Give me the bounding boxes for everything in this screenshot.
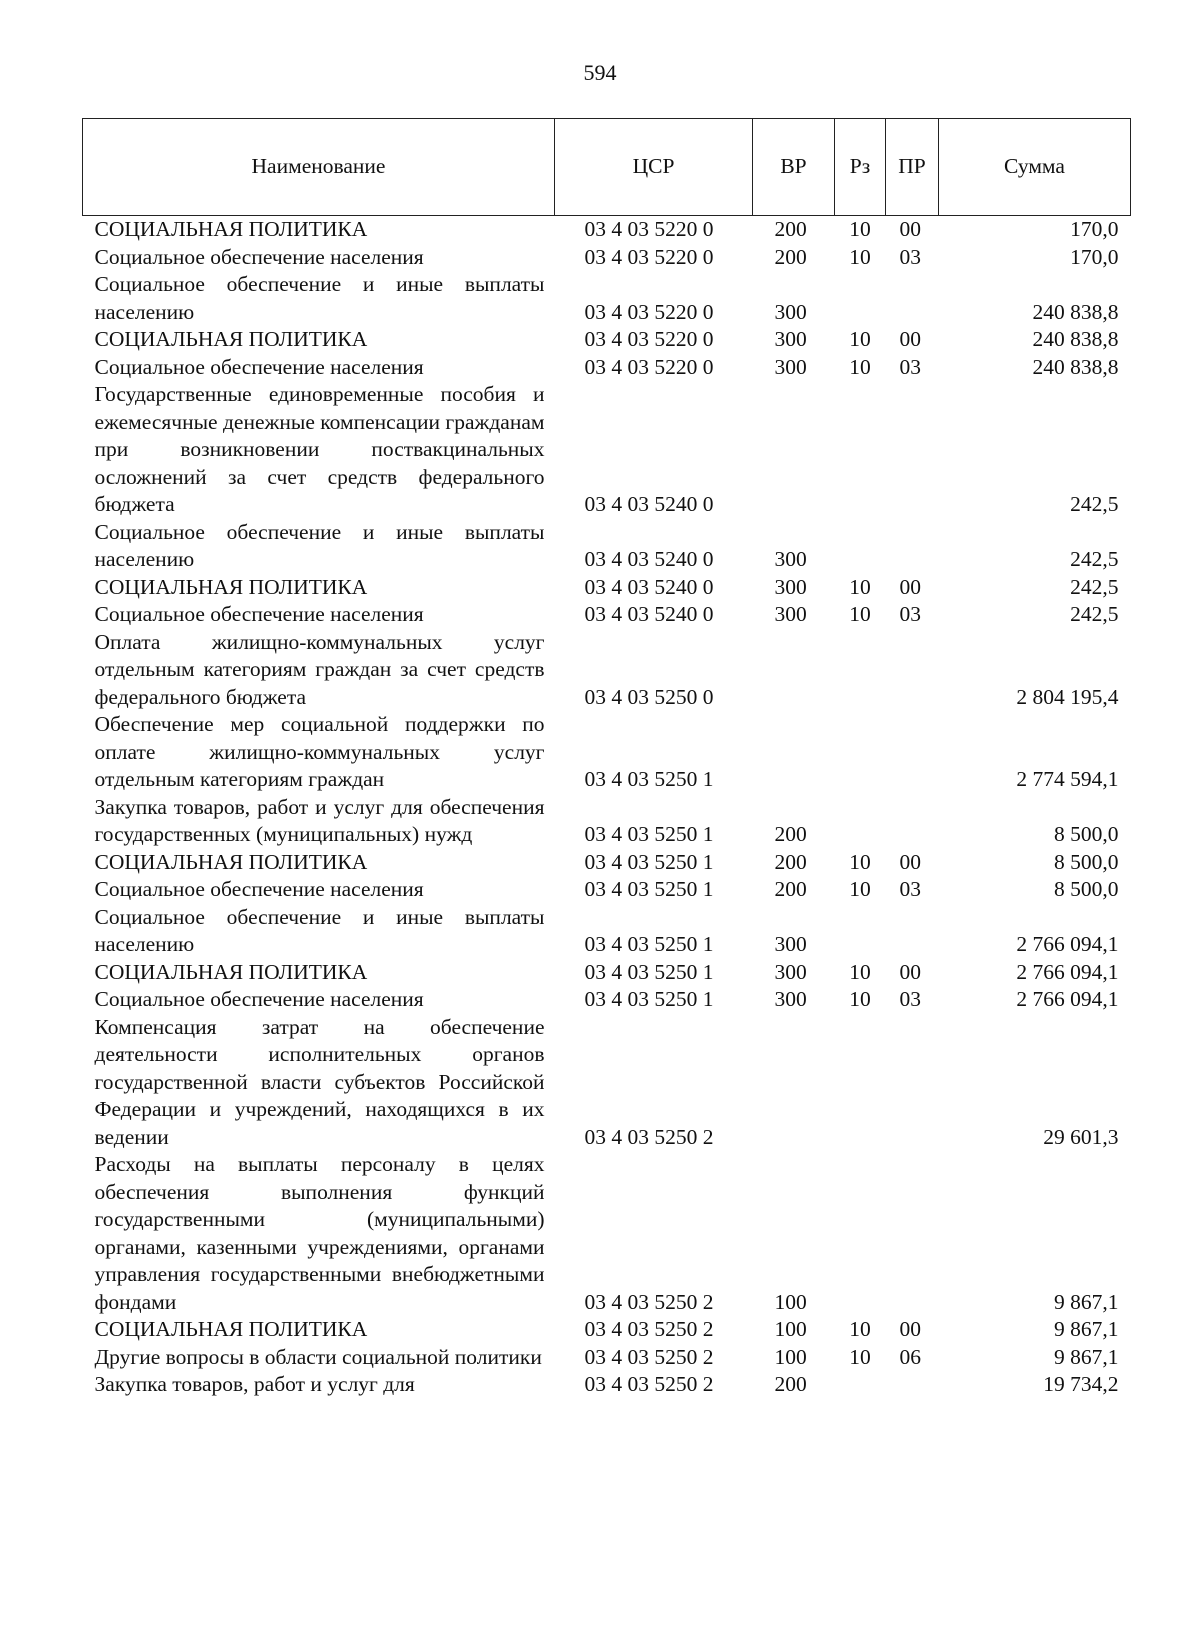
row-sum: 170,0 [1070, 217, 1119, 241]
row-sum: 240 838,8 [1032, 327, 1119, 351]
row-sum: 240 838,8 [1032, 354, 1119, 379]
page-number: 594 [583, 60, 617, 85]
table-row [83, 986, 1131, 1014]
row-name: СОЦИАЛЬНАЯ ПОЛИТИКА [94, 959, 368, 984]
table-row [83, 1316, 1131, 1344]
budget-table-container [82, 118, 1130, 1399]
row-csr: 03 4 03 5250 1 [584, 767, 714, 791]
row-vr: 200 [774, 217, 807, 241]
table-row [83, 876, 1131, 904]
row-csr: 03 4 03 5220 0 [584, 244, 714, 269]
row-rz [835, 1014, 886, 1152]
row-name: Оплата жилищно-коммунальных услуг отдельным категориям граждан за счет средств федерального бюджета [94, 629, 545, 709]
row-vr: 300 [774, 354, 807, 379]
header-sum: Сумма [939, 119, 1131, 216]
table-row [83, 1014, 1131, 1152]
row-sum: 8 500,0 [1054, 849, 1119, 874]
row-sum: 8 500,0 [1054, 877, 1119, 901]
header-name: Наименование [83, 119, 555, 216]
row-sum: 2 804 195,4 [1016, 684, 1119, 709]
row-sum: 242,5 [1070, 492, 1119, 516]
row-name: Расходы на выплаты персоналу в целях обеспечения выполнения функций государственными (муниципальными) органами, казенными учреждениями, органами управления государственными внебюджетными фондами [94, 1152, 545, 1314]
row-name: Государственные единовременные пособия и ежемесячные денежные компенсации гражданам при возникновении поствакцинальных осложнений за счет средств федерального бюджета [94, 382, 545, 516]
row-pr: 03 [899, 354, 921, 379]
table-row [83, 601, 1131, 629]
budget-table [82, 118, 1131, 1399]
row-name: Закупка товаров, работ и услуг для [94, 1372, 415, 1396]
row-rz: 10 [849, 987, 871, 1011]
row-pr [886, 1151, 939, 1316]
header-rz: Рз [835, 119, 886, 216]
table-row [83, 244, 1131, 272]
row-vr: 300 [774, 547, 807, 571]
row-csr: 03 4 03 5220 0 [584, 327, 714, 351]
table-row [83, 1151, 1131, 1316]
row-name: СОЦИАЛЬНАЯ ПОЛИТИКА [94, 1317, 368, 1341]
row-name: СОЦИАЛЬНАЯ ПОЛИТИКА [94, 327, 368, 351]
row-pr [886, 904, 939, 959]
row-rz: 10 [849, 354, 871, 379]
row-name: СОЦИАЛЬНАЯ ПОЛИТИКА [94, 574, 368, 599]
row-name: Закупка товаров, работ и услуг для обеспечения государственных (муниципальных) нужд [94, 794, 545, 846]
row-pr: 03 [899, 244, 921, 269]
row-vr: 200 [774, 1372, 807, 1396]
row-rz: 10 [849, 849, 871, 874]
row-vr [753, 629, 835, 712]
row-csr: 03 4 03 5240 0 [584, 492, 714, 516]
row-pr: 03 [899, 602, 921, 626]
row-csr: 03 4 03 5240 0 [584, 574, 714, 599]
table-row [83, 574, 1131, 602]
table-row [83, 904, 1131, 959]
row-csr: 03 4 03 5250 1 [584, 877, 714, 901]
row-pr [886, 1014, 939, 1152]
row-csr: 03 4 03 5220 0 [584, 217, 714, 241]
row-pr [886, 271, 939, 326]
row-vr: 100 [774, 1344, 807, 1369]
row-rz: 10 [849, 327, 871, 351]
row-sum: 9 867,1 [1054, 1344, 1119, 1369]
row-csr: 03 4 03 5240 0 [584, 602, 714, 626]
row-csr: 03 4 03 5220 0 [584, 299, 714, 324]
row-rz [835, 381, 886, 519]
row-pr: 03 [899, 877, 921, 901]
row-rz: 10 [849, 602, 871, 626]
row-csr: 03 4 03 5250 2 [584, 1317, 714, 1341]
row-sum: 242,5 [1070, 602, 1119, 626]
row-rz: 10 [849, 217, 871, 241]
row-pr [886, 381, 939, 519]
row-name: Социальное обеспечение населения [94, 877, 424, 901]
row-pr: 03 [899, 987, 921, 1011]
table-row [83, 326, 1131, 354]
row-pr: 00 [899, 1317, 921, 1341]
row-vr: 200 [774, 849, 807, 874]
table-header [83, 119, 1131, 216]
row-pr: 00 [899, 574, 921, 599]
row-csr: 03 4 03 5250 2 [584, 1372, 714, 1396]
row-pr: 06 [899, 1344, 921, 1369]
row-rz: 10 [849, 1317, 871, 1341]
table-row [83, 629, 1131, 712]
row-vr: 300 [774, 327, 807, 351]
row-sum: 9 867,1 [1054, 1289, 1119, 1314]
row-rz [835, 629, 886, 712]
row-sum: 170,0 [1070, 244, 1119, 269]
row-name: Социальное обеспечение населения [94, 354, 424, 379]
row-csr: 03 4 03 5250 2 [584, 1344, 714, 1369]
row-rz: 10 [849, 877, 871, 901]
table-row [83, 271, 1131, 326]
row-vr: 300 [774, 959, 807, 984]
row-name: Социальное обеспечение населения [94, 244, 424, 269]
row-name: Социальное обеспечение населения [94, 987, 424, 1011]
row-vr [753, 1014, 835, 1152]
table-row [83, 959, 1131, 987]
table-row [83, 519, 1131, 574]
header-vr: ВР [753, 119, 835, 216]
row-vr: 100 [774, 1317, 807, 1341]
row-pr [886, 711, 939, 794]
row-name: Компенсация затрат на обеспечение деятельности исполнительных органов государственной власти субъектов Российской Федерации и учреждений, находящихся в их ведении [94, 1014, 545, 1149]
row-vr: 300 [774, 932, 807, 956]
row-vr: 300 [774, 987, 807, 1011]
row-rz [835, 711, 886, 794]
row-rz: 10 [849, 959, 871, 984]
row-vr: 300 [774, 299, 807, 324]
row-sum: 240 838,8 [1032, 299, 1119, 324]
row-rz [835, 794, 886, 849]
row-csr: 03 4 03 5250 1 [584, 959, 714, 984]
row-rz [835, 1371, 886, 1399]
table-row [83, 354, 1131, 382]
row-vr: 200 [774, 877, 807, 901]
row-csr: 03 4 03 5250 0 [584, 684, 714, 709]
row-rz [835, 271, 886, 326]
row-pr [886, 519, 939, 574]
table-row [83, 1344, 1131, 1372]
table-row [83, 711, 1131, 794]
row-name: Обеспечение мер социальной поддержки по оплате жилищно-коммунальных услуг отдельным категориям граждан [94, 712, 545, 791]
row-vr [753, 711, 835, 794]
header-row [83, 119, 1131, 216]
row-rz [835, 904, 886, 959]
row-vr: 200 [774, 244, 807, 269]
row-vr: 300 [774, 602, 807, 626]
row-rz: 10 [849, 244, 871, 269]
table-row [83, 381, 1131, 519]
row-csr: 03 4 03 5240 0 [584, 547, 714, 571]
row-pr [886, 629, 939, 712]
row-sum: 242,5 [1070, 574, 1119, 599]
row-vr: 100 [774, 1289, 807, 1314]
row-name: Социальное обеспечение и иные выплаты населению [94, 272, 545, 324]
row-csr: 03 4 03 5250 2 [584, 1289, 714, 1314]
header-pr: ПР [886, 119, 939, 216]
row-name: СОЦИАЛЬНАЯ ПОЛИТИКА [94, 217, 368, 241]
row-pr: 00 [899, 849, 921, 874]
row-csr: 03 4 03 5250 2 [584, 1124, 714, 1149]
row-name: Другие вопросы в области социальной политики [94, 1344, 542, 1369]
row-vr: 300 [774, 574, 807, 599]
row-sum: 8 500,0 [1054, 822, 1119, 846]
row-rz: 10 [849, 574, 871, 599]
row-name: Социальное обеспечение и иные выплаты населению [94, 904, 545, 956]
table-row [83, 1371, 1131, 1399]
row-vr [753, 381, 835, 519]
row-sum: 19 734,2 [1043, 1372, 1119, 1396]
row-pr: 00 [899, 327, 921, 351]
row-name: СОЦИАЛЬНАЯ ПОЛИТИКА [94, 849, 368, 874]
row-rz [835, 519, 886, 574]
row-sum: 242,5 [1070, 547, 1119, 571]
row-rz: 10 [849, 1344, 871, 1369]
header-csr: ЦСР [555, 119, 753, 216]
table-body [83, 216, 1131, 1399]
row-name: Социальное обеспечение населения [94, 602, 424, 626]
row-pr: 00 [899, 217, 921, 241]
row-pr [886, 1371, 939, 1399]
table-row [83, 849, 1131, 877]
table-row [83, 216, 1131, 244]
row-pr [886, 794, 939, 849]
row-sum: 2 766 094,1 [1016, 959, 1119, 984]
row-sum: 2 766 094,1 [1016, 932, 1119, 956]
row-rz [835, 1151, 886, 1316]
row-csr: 03 4 03 5250 1 [584, 932, 714, 956]
row-sum: 2 774 594,1 [1016, 767, 1119, 791]
row-sum: 29 601,3 [1043, 1124, 1119, 1149]
row-csr: 03 4 03 5250 1 [584, 849, 714, 874]
row-pr: 00 [899, 959, 921, 984]
row-vr: 200 [774, 822, 807, 846]
row-csr: 03 4 03 5250 1 [584, 987, 714, 1011]
table-row [83, 794, 1131, 849]
row-csr: 03 4 03 5250 1 [584, 822, 714, 846]
row-csr: 03 4 03 5220 0 [584, 354, 714, 379]
row-sum: 9 867,1 [1054, 1317, 1119, 1341]
row-sum: 2 766 094,1 [1016, 987, 1119, 1011]
row-name: Социальное обеспечение и иные выплаты населению [94, 519, 545, 571]
